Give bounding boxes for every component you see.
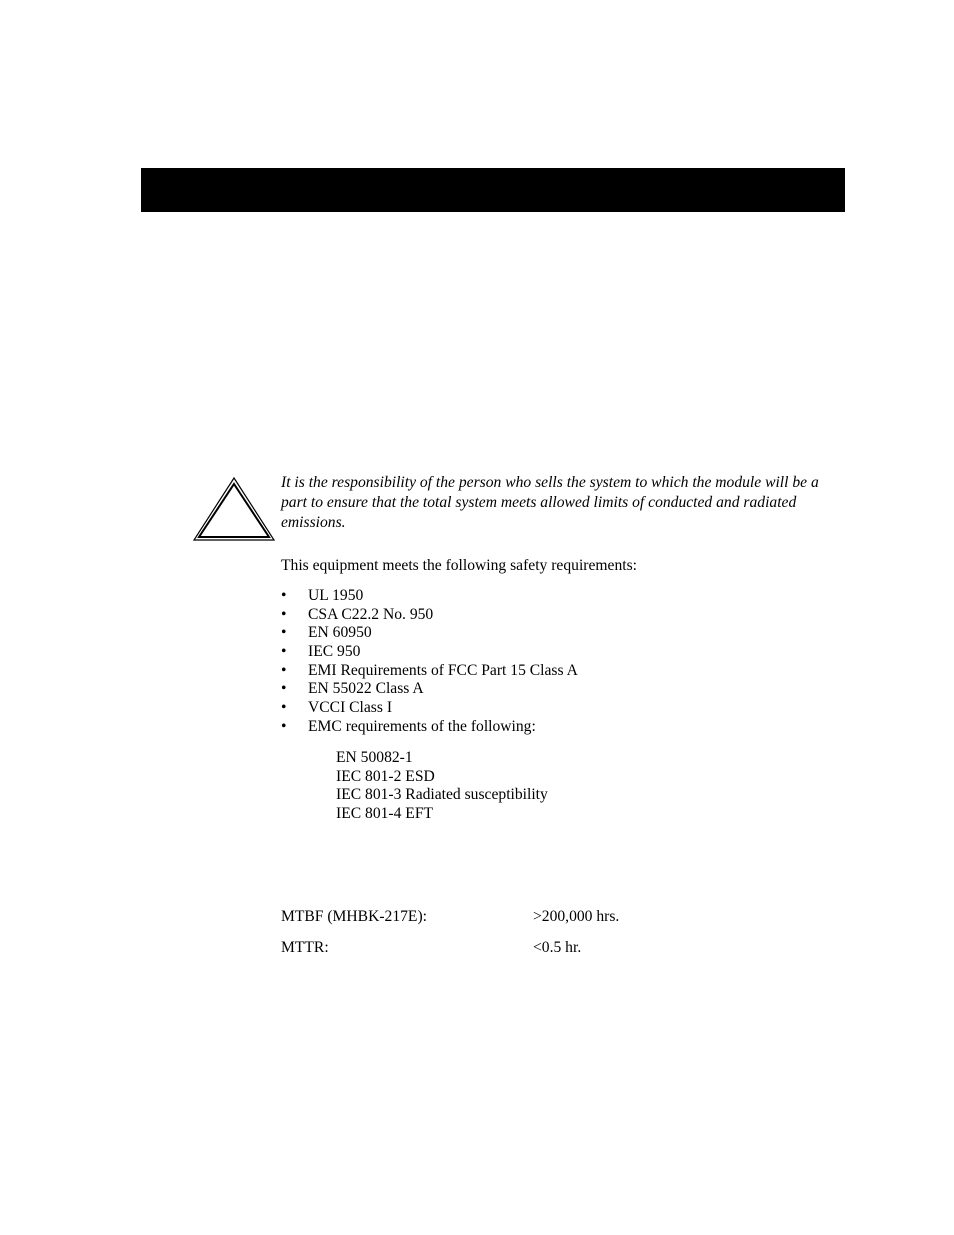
mttr-label: MTTR:	[281, 939, 329, 956]
list-item: • VCCI Class I	[281, 699, 393, 717]
list-item: • EMC requirements of the following:	[281, 717, 536, 735]
section-header-bar	[141, 168, 845, 212]
safety-intro-text: This equipment meets the following safety requirements:	[281, 557, 637, 574]
mttr-value: <0.5 hr.	[533, 939, 582, 956]
list-item: • EN 55022 Class A	[281, 680, 424, 698]
list-item: • EMI Requirements of FCC Part 15 Class A	[281, 661, 578, 679]
list-item: IEC 801-4 EFT	[336, 805, 434, 823]
warning-text: It is the responsibility of the person who sells the system to which the module will be a part to ensure that the total system meets allowed limits of conducted and radiated emissions.	[281, 474, 819, 531]
list-item: IEC 801-3 Radiated susceptibility	[336, 786, 548, 804]
list-item: • CSA C22.2 No. 950	[281, 605, 434, 623]
emc-requirements-list	[336, 749, 548, 824]
list-item: • UL 1950	[281, 587, 364, 604]
list-item: • EN 60950	[281, 624, 372, 642]
list-item: • IEC 950	[281, 643, 361, 661]
mtbf-label: MTBF (MHBK-217E):	[281, 908, 427, 925]
list-item: IEC 801-2 ESD	[336, 767, 435, 785]
mtbf-value: >200,000 hrs.	[533, 908, 620, 925]
warning-triangle-icon	[192, 476, 276, 542]
list-item: EN 50082-1	[336, 749, 413, 766]
safety-requirements-list	[281, 587, 578, 737]
